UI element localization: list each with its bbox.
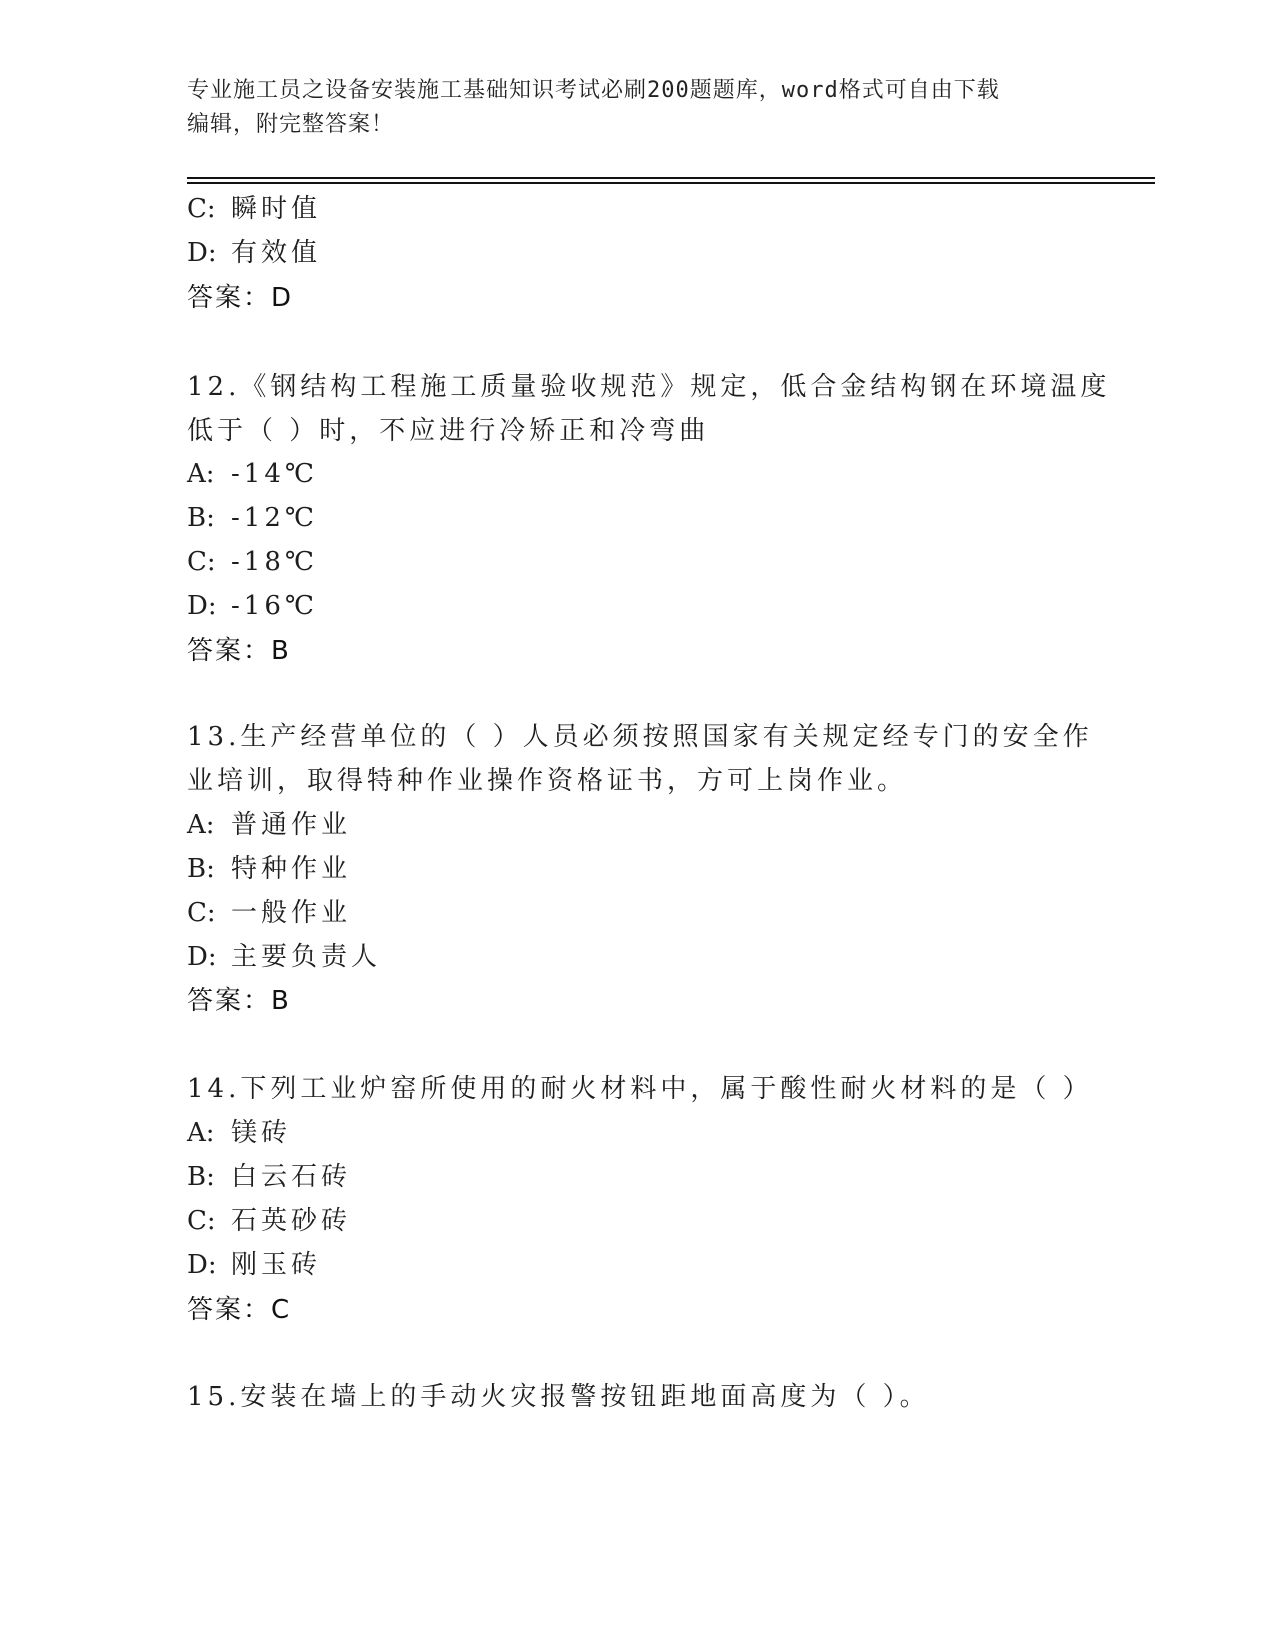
option-text: 有效值 bbox=[231, 238, 322, 268]
option-label: A: bbox=[187, 810, 215, 840]
option-text: 白云石砖 bbox=[231, 1162, 352, 1192]
q12-answer: 答案：B bbox=[187, 636, 291, 666]
q14-stem-line-1: 14.下列工业炉窑所使用的耐火材料中，属于酸性耐火材料的是（ ） bbox=[187, 1074, 1093, 1104]
option-label: B: bbox=[187, 1162, 215, 1192]
option-text: -14℃ bbox=[231, 459, 318, 489]
header-title-line-1: 专业施工员之设备安装施工基础知识考试必刷200题题库，word格式可自由下载 bbox=[187, 78, 1000, 103]
option-text: -16℃ bbox=[231, 591, 318, 621]
option-text: 主要负责人 bbox=[231, 942, 382, 972]
q13-option-a bbox=[187, 808, 351, 842]
q14-option-c bbox=[187, 1204, 351, 1238]
option-label: B: bbox=[187, 854, 215, 884]
q11-answer: 答案：D bbox=[187, 283, 294, 313]
header-divider-bottom bbox=[187, 182, 1155, 184]
q13-option-d bbox=[187, 940, 381, 974]
option-label: A: bbox=[187, 1118, 215, 1148]
option-label: A: bbox=[187, 459, 215, 489]
header-divider-top bbox=[187, 177, 1155, 179]
option-label: D: bbox=[187, 942, 217, 972]
q11-option-d bbox=[187, 236, 321, 270]
option-label: C: bbox=[187, 194, 216, 224]
option-label: C: bbox=[187, 1206, 216, 1236]
q14-answer: 答案：C bbox=[187, 1295, 292, 1325]
option-text: -18℃ bbox=[231, 547, 318, 577]
q14-option-d bbox=[187, 1248, 321, 1282]
document-header bbox=[187, 74, 1067, 142]
option-text: 一般作业 bbox=[231, 898, 352, 928]
option-text: 瞬时值 bbox=[231, 194, 322, 224]
option-text: 石英砂砖 bbox=[231, 1206, 352, 1236]
q12-stem-line-2: 低于（ ）时，不应进行冷矫正和冷弯曲 bbox=[187, 416, 710, 446]
q12-option-b bbox=[187, 501, 318, 535]
q13-option-c bbox=[187, 896, 351, 930]
option-text: 特种作业 bbox=[231, 854, 352, 884]
q14-option-a bbox=[187, 1116, 291, 1150]
option-text: 刚玉砖 bbox=[231, 1250, 322, 1280]
q12-option-d bbox=[187, 589, 318, 623]
option-text: 普通作业 bbox=[231, 810, 352, 840]
q13-option-b bbox=[187, 852, 351, 886]
option-text: 镁砖 bbox=[231, 1118, 292, 1148]
option-label: C: bbox=[187, 547, 216, 577]
option-label: D: bbox=[187, 238, 217, 268]
q15-stem-line-1: 15.安装在墙上的手动火灾报警按钮距地面高度为（ ）。 bbox=[187, 1382, 930, 1412]
header-title-line-2: 编辑，附完整答案！ bbox=[187, 112, 395, 137]
q13-stem-line-1: 13.生产经营单位的（ ）人员必须按照国家有关规定经专门的安全作 bbox=[187, 722, 1093, 752]
q11-option-c bbox=[187, 192, 321, 226]
q13-answer: 答案：B bbox=[187, 986, 291, 1016]
option-text: -12℃ bbox=[231, 503, 318, 533]
q14-option-b bbox=[187, 1160, 351, 1194]
q12-option-a bbox=[187, 457, 318, 491]
q13-stem-line-2: 业培训，取得特种作业操作资格证书，方可上岗作业。 bbox=[187, 766, 908, 796]
q12-stem-line-1: 12.《钢结构工程施工质量验收规范》规定，低合金结构钢在环境温度 bbox=[187, 372, 1111, 402]
q12-option-c bbox=[187, 545, 318, 579]
option-label: B: bbox=[187, 503, 215, 533]
option-label: C: bbox=[187, 898, 216, 928]
option-label: D: bbox=[187, 591, 217, 621]
option-label: D: bbox=[187, 1250, 217, 1280]
